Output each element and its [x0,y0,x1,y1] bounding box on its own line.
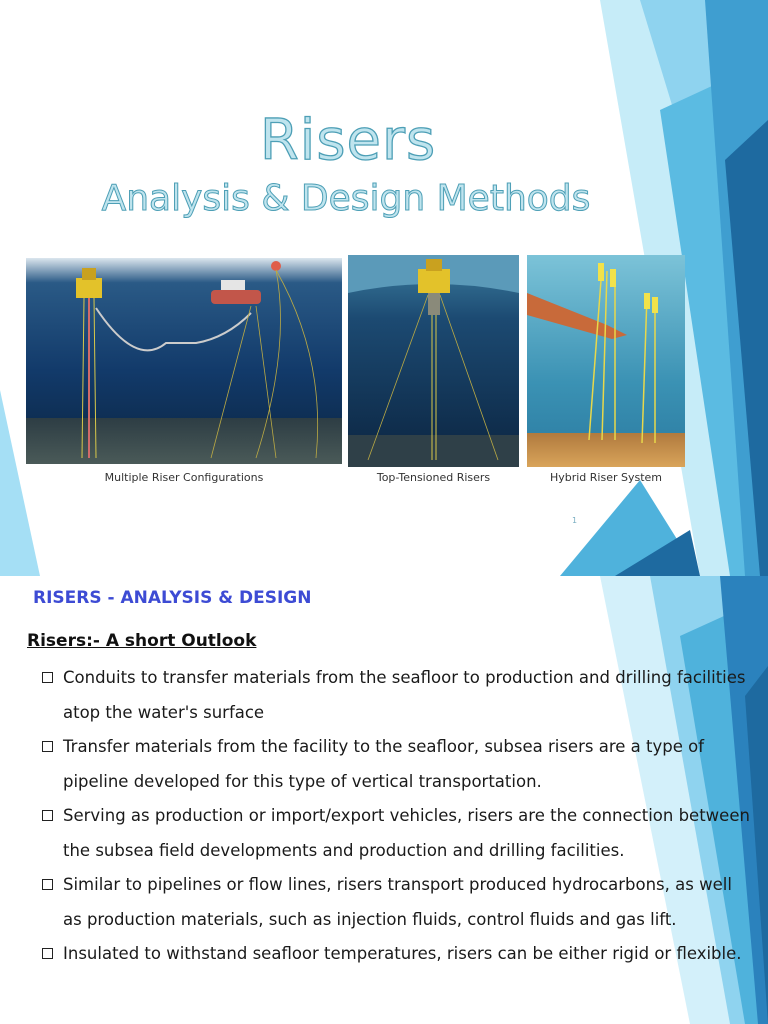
checkbox-bullet-icon [42,810,53,821]
list-item: Transfer materials from the facility to the seafloor, subsea risers are a type of pipeline developed for this type of vertical transportation. [40,730,750,799]
figure-multiple-riser-configurations [26,258,342,464]
checkbox-bullet-icon [42,879,53,890]
slide-title: Risers [259,108,437,173]
figure-caption: Multiple Riser Configurations [104,471,264,484]
bullet-list [40,661,750,972]
slide-title: RISERS - ANALYSIS & DESIGN [33,588,312,608]
checkbox-bullet-icon [42,672,53,683]
list-item: Serving as production or import/export vehicles, risers are the connection between the subsea field developments and production and drilling facilities. [40,799,750,868]
content-slide [0,576,768,1024]
list-item: Insulated to withstand seafloor temperatures, risers can be either rigid or flexible. [40,937,750,972]
page-number: 1 [572,516,578,525]
figure-caption: Hybrid Riser System [549,471,663,484]
figure-caption: Top-Tensioned Risers [376,471,491,484]
list-item: Conduits to transfer materials from the seafloor to production and drilling facilities atop the water's surface [40,661,750,730]
checkbox-bullet-icon [42,741,53,752]
list-item: Similar to pipelines or flow lines, risers transport produced hydrocarbons, as well as production materials, such as injection fluids, control fluids and gas lift. [40,868,750,937]
figure-hybrid-riser-system [527,255,685,467]
figure-top-tensioned-risers [348,255,519,467]
section-heading: Risers:- A short Outlook [27,631,257,651]
checkbox-bullet-icon [42,948,53,959]
slide-subtitle: Analysis & Design Methods [101,178,591,219]
